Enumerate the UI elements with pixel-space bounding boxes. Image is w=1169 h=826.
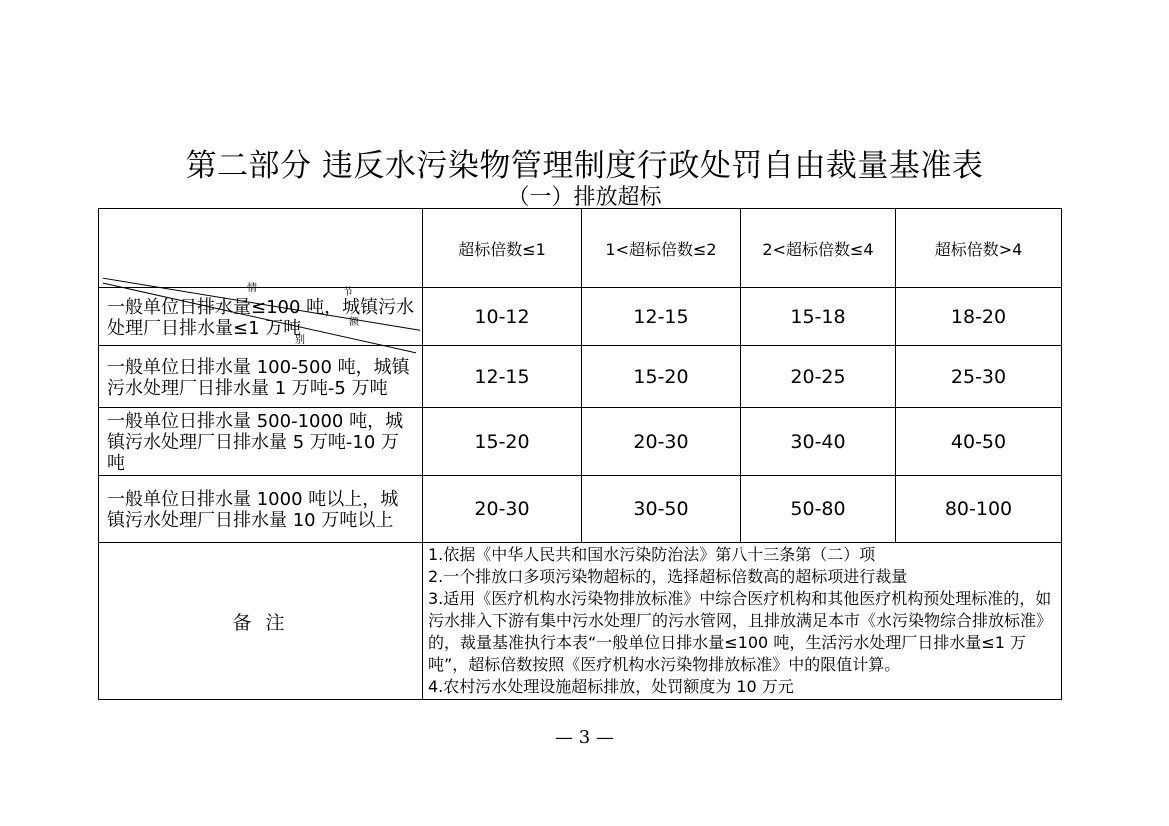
table-row — [99, 346, 1062, 408]
table-cell: 20-30 — [423, 476, 582, 543]
table-cell: 25-30 — [896, 346, 1062, 408]
header-ratio-le-1: 超标倍数≤1 — [423, 209, 582, 288]
header-corner-cell — [99, 209, 423, 288]
header-ratio-2-4: 2<超标倍数≤4 — [741, 209, 896, 288]
table-cell: 10-12 — [423, 288, 582, 346]
row-label: 一般单位日排水量 100-500 吨，城镇污水处理厂日排水量 1 万吨-5 万吨 — [99, 346, 423, 408]
table-row — [99, 408, 1062, 476]
row-label: 一般单位日排水量 1000 吨以上，城镇污水处理厂日排水量 10 万吨以上 — [99, 476, 423, 543]
diagonal-label: 额 — [349, 317, 359, 328]
notes-label: 备 注 — [99, 543, 423, 700]
section-subtitle: （一）排放超标 — [507, 185, 662, 210]
table-cell: 15-20 — [582, 346, 741, 408]
note-item: 2.一个排放口多项污染物超标的，选择超标倍数高的超标项进行裁量 — [428, 567, 908, 586]
page-title: 第二部分 违反水污染物管理制度行政处罚自由裁量基准表 — [185, 148, 984, 184]
note-item: 4.农村污水处理设施超标排放，处罚额度为 10 万元 — [428, 677, 794, 696]
diagonal-label: 情 — [247, 283, 257, 294]
table-cell: 50-80 — [741, 476, 896, 543]
table-cell: 18-20 — [896, 288, 1062, 346]
row-label: 一般单位日排水量≤100 吨，城镇污水处理厂日排水量≤1 万吨 — [107, 296, 415, 339]
table-cell: 40-50 — [896, 408, 1062, 476]
table-cell: 12-15 — [423, 346, 582, 408]
page-number: — 3 — — [555, 727, 614, 748]
note-item: 1.依据《中华人民共和国水污染防治法》第八十三条第（二）项 — [428, 545, 876, 564]
table-cell: 30-40 — [741, 408, 896, 476]
table-cell: 20-25 — [741, 346, 896, 408]
notes-row — [99, 543, 1062, 700]
diagonal-label: 别 — [295, 335, 305, 346]
table-cell: 80-100 — [896, 476, 1062, 543]
table-cell: 30-50 — [582, 476, 741, 543]
table-row — [99, 288, 1062, 346]
table-cell: 15-20 — [423, 408, 582, 476]
note-item: 3.适用《医疗机构水污染物排放标准》中综合医疗机构和其他医疗机构预处理标准的，如污水排入下游有集中污水处理厂的污水管网，且排放满足本市《水污染物综合排放标准》的，裁量基准执行本表“一般单位日排水量≤100 吨，生活污水处理厂日排水量≤1 万吨”，超标倍数按照《医疗机构水污染物排放标准》中的限值计算。 — [428, 589, 1053, 674]
penalty-benchmark-table — [98, 208, 1062, 700]
row-label-cell — [99, 283, 423, 346]
notes-cell — [423, 543, 1062, 700]
table-row — [99, 476, 1062, 543]
diagonal-label: 节 — [343, 287, 353, 298]
table-cell: 12-15 — [582, 288, 741, 346]
header-row — [99, 209, 1062, 288]
table-cell: 15-18 — [741, 288, 896, 346]
row-label: 一般单位日排水量 500-1000 吨，城镇污水处理厂日排水量 5 万吨-10 万吨 — [99, 408, 423, 476]
header-ratio-gt-4: 超标倍数>4 — [896, 209, 1062, 288]
table-cell: 20-30 — [582, 408, 741, 476]
header-ratio-1-2: 1<超标倍数≤2 — [582, 209, 741, 288]
diagonal-lines — [99, 288, 422, 345]
